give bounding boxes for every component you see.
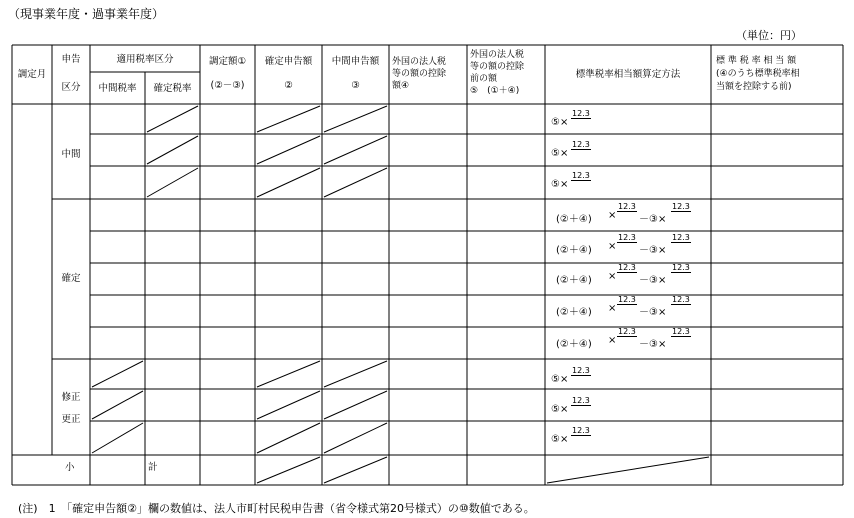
header-adjust-month: 調定月 [17, 69, 47, 80]
header-foreign-tax-3: 額④ [392, 81, 410, 91]
header-foreign-tax-1: 外国の法人税 [392, 57, 447, 67]
subtotal-label-right: 計 [148, 462, 158, 473]
formula-simple: ⑤× 12.3 [551, 426, 590, 445]
formula-complex: (②＋④) × 12.3 －③× 12.3 [556, 327, 690, 350]
formula-complex: (②＋④) × 12.3 －③× 12.3 [556, 295, 690, 318]
diagonal-strike [257, 106, 320, 132]
group-amend-label-1: 修正 [61, 392, 81, 403]
group-interim-label: 中間 [61, 149, 81, 160]
header-rate-category: 適用税率区分 [116, 54, 174, 65]
header-adjusted-amount-2: (②－③) [210, 80, 245, 91]
formula-complex: (②＋④) × 12.3 －③× 12.3 [556, 233, 690, 256]
diagonal-strike [92, 361, 143, 387]
header-final-filed-1: 確定申告額 [264, 56, 313, 67]
diagonal-strike [147, 168, 198, 197]
diagonal-strike [324, 168, 387, 197]
header-interim-rate: 中間税率 [98, 83, 137, 94]
header-final-filed-2: ② [284, 80, 293, 91]
formula-complex: (②＋④) × 12.3 －③× 12.3 [556, 263, 690, 286]
header-foreign-tax-2: 等の額の控除 [392, 69, 447, 79]
header-before-deduction-2: 等の額の控除 [470, 62, 525, 72]
group-amend-label-2: 更正 [61, 414, 81, 425]
subtotal-label-left: 小 [65, 462, 75, 473]
diagonal-strike [92, 391, 143, 419]
diagonal-strike [324, 423, 387, 453]
diagonal-strike [324, 106, 387, 132]
header-final-rate: 確定税率 [153, 83, 192, 94]
diagonal-strike [92, 423, 143, 453]
header-filing-type-2: 区分 [61, 82, 81, 93]
header-filing-type-1: 申告 [61, 54, 81, 65]
diagonal-strike [257, 457, 320, 483]
diagonal-strike [257, 136, 320, 164]
diagonal-strike [257, 361, 320, 387]
diagonal-strike [547, 457, 709, 483]
header-standard-2: (④のうち標準税率相 [716, 69, 800, 79]
group-final-label: 確定 [61, 273, 81, 284]
diagonal-strike [324, 391, 387, 419]
header-standard-3: 当額を控除する前) [716, 82, 792, 92]
formula-simple: ⑤× 12.3 [551, 171, 590, 190]
header-before-deduction-3: 前の額 [470, 74, 498, 84]
header-adjusted-amount-1: 調定額① [208, 56, 247, 67]
header-interim-filed-2: ③ [351, 80, 360, 91]
formula-complex: (②＋④) × 12.3 －③× 12.3 [556, 202, 690, 225]
diagonal-strike [257, 168, 320, 197]
formula-simple: ⑤× 12.3 [551, 140, 590, 159]
fiscal-year-caption: （現事業年度・過事業年度） [8, 7, 165, 21]
header-interim-filed-1: 中間申告額 [331, 56, 380, 67]
header-method: 標準税率相当額算定方法 [575, 69, 681, 80]
diagonal-strike [324, 457, 387, 483]
diagonal-strike [147, 106, 198, 132]
header-before-deduction-1: 外国の法人税 [470, 50, 525, 60]
formula-simple: ⑤× 12.3 [551, 366, 590, 385]
formula-simple: ⑤× 12.3 [551, 396, 590, 415]
diagonal-strike [324, 136, 387, 164]
diagonal-strike [257, 391, 320, 419]
diagonal-strike [257, 423, 320, 453]
header-before-deduction-4: ⑤ (①＋④) [470, 86, 520, 96]
diagonal-strike [147, 136, 198, 164]
header-standard-1: 標 準 税 率 相 当 額 [716, 56, 797, 66]
diagonal-strike [324, 361, 387, 387]
formula-simple: ⑤× 12.3 [551, 109, 590, 128]
unit-caption: （単位：円） [736, 29, 802, 42]
footnote: (注) 1 「確定申告額②」欄の数値は、法人市町村民税申告書（省令様式第20号様式）の⑩数値である。 [18, 502, 535, 515]
